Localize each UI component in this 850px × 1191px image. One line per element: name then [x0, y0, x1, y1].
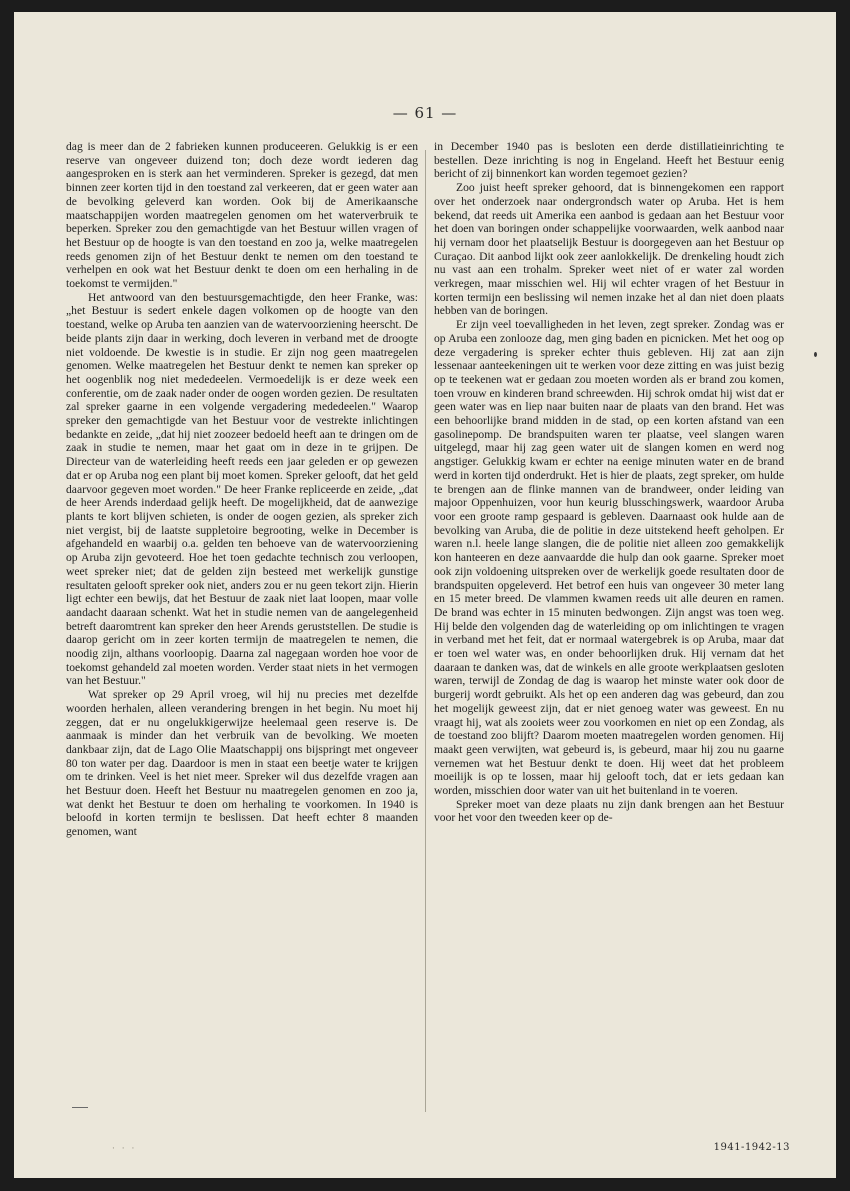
- left-paragraph-3: Wat spreker op 29 April vroeg, wil hij nu precies met dezelfde woorden herhalen, alleen verandering brengen in het begin. Nu moet hij zeggen, dat er nu ongelukkigerwijze heelemaal geen reserve is. De aanmaak is minder dan het verbruik van de bevolking. We moeten dankbaar zijn, dat de Lago Olie Maatschappij ons bijspringt met ongeveer 80 ton water per dag. Daardoor is men in staat een beetje water te krijgen om te drinken. Veel is het niet meer. Spreker wil dus dezelfde vragen aan het Bestuur doen. Heeft het Bestuur nu maatregelen genomen en zoo ja, wat denkt het Bestuur te doen om herhaling te voorkomen. In 1940 is beloofd in korten termijn te beslissen. Dat heeft echter 8 maanden genomen, want: [66, 688, 418, 839]
- left-paragraph-1: dag is meer dan de 2 fabrieken kunnen produceeren. Gelukkig is er een reserve van ongeveer duizend ton; doch deze wordt iederen dag aangesproken en is sterk aan het verminderen. Spreker is gezegd, dat men binnen zeer korten tijd in den toestand zal verkeeren, dat er geen water aan de bevolking geleverd kan worden. Ook bij de Amerikaansche maatschappijen worden maatregelen genomen om het waterverbruik te beperken. Spreker zou den gemachtigde van het Bestuur willen vragen of het Bestuur op de hoogte is van den toestand en zoo ja, welke maatregelen reeds genomen zijn of het Bestuur denkt te nemen om den toestand te verhelpen en ook wat het Bestuur denkt te doen om een herhaling in de toekomst te vermijden.": [66, 140, 418, 291]
- left-column: [66, 140, 418, 839]
- right-column: [434, 140, 784, 825]
- right-paragraph-1: in December 1940 pas is besloten een derde distillatieinrichting te bestellen. Deze inrichting is nog in Engeland. Heeft het Bestuur eenig bericht of zij binnenkort kan worden tegemoet gezien?: [434, 140, 784, 181]
- right-paragraph-2: Zoo juist heeft spreker gehoord, dat is binnengekomen een rapport over het onderzoek naar ondergrondsch water op Aruba. Het is hem bekend, dat reeds uit Amerika een aanbod is gedaan aan het Bestuur voor het doen van boringen onder schappelijke voorwaarden, welk aanbod naar hij vernam door het plaatselijk Bestuur is doorgegeven aan het Bestuur op Curaçao. Dit aanbod lijkt ook zeer aanlokkelijk. De drenkeling houdt zich nu vast aan een trohalm. Spreker weet niet of er water zal worden verkregen, maar misschien wel. Hij wil echter vragen of het Bestuur in korten termijn een beslissing wil nemen inzake het al dan niet doen plaats hebben van de boringen.: [434, 181, 784, 318]
- right-paragraph-4: Spreker moet van deze plaats nu zijn dank brengen aan het Bestuur voor het voor den tweeden keer op de-: [434, 797, 784, 825]
- page-number: — 61 —: [392, 104, 458, 122]
- document-page: [14, 12, 836, 1178]
- footnote-rule: [72, 1107, 88, 1108]
- scan-dots: · · ·: [112, 1144, 137, 1154]
- left-paragraph-2: Het antwoord van den bestuursgemachtigde, den heer Franke, was: „het Bestuur is sedert enkele dagen volkomen op de hoogte van den toestand, welke op Aruba ten aanzien van de watervoorziening heerscht. De beide plants zijn daar in werking, doch leveren in verband met de droogte niet voldoende. De kwestie is in studie. Er zijn nog geen maatregelen genomen. Welke maatregelen het Bestuur denkt te nemen kan spreker op het oogenblik nog niet mededeelen. Vermoedelijk is er deze week een conferentie, om de zaak nader onder de oogen worden gezien. De resultaten zal spreker gaarne in een volgende vergadering mededeelen." Waarop spreker den gemachtigde van het Bestuur voor de vestrekte inlichtingen bedankte en zeide, „dat hij niet zoozeer bedoeld heeft aan te dringen om de zaak in studie te nemen, maar het gaat om in deze in te grijpen. De Directeur van de waterleiding heeft reeds een jaar geleden er op gewezen dat er op Aruba nog een plant bij moet komen. Spreker gelooft, dat het geld daarvoor gegeven moet worden." De heer Franke repliceerde en zeide, „dat de heer Arends inderdaad gelijk heeft. De mogelijkheid, dat de aanwezige plants te kort blijven schieten, is onder de oogen gezien, als spreker zich niet vergist, bij de laatste suppletoire begrooting, welke in December is afgehandeld en waarbij o.a. gelden ten behoeve van de watervoorziening op Aruba zijn gevoteerd. Hoe het toen gedachte technisch zou verloopen, weet spreker niet; dat de gelden zijn besteed met werkelijk gunstige resultaten gelooft spreker ook niet, anders zou er nu geen tekort zijn. Hierin ligt echter een bewijs, dat het Bestuur de zaak niet laat loopen, maar volle aandacht daaraan schenkt. Wat het in studie nemen van de aangelegenheid betreft daaromtrent kan spreker den heer Arends geruststellen. De studie is daarop gericht om in zeer korten termijn de maatregelen te nemen, die noodig zijn, althans voorloopig. Daarna zal nagegaan worden hoe voor de toekomst gehandeld zal moeten worden. Verder staat niets in het vermogen van het Bestuur.": [66, 290, 418, 688]
- ink-speck: [814, 352, 817, 357]
- footer-reference: 1941-1942-13: [713, 1142, 790, 1153]
- column-divider: [425, 150, 426, 1112]
- right-paragraph-3: Er zijn veel toevalligheden in het leven, zegt spreker. Zondag was er op Aruba een zonlooze dag, men ging baden en picnicken. Met het oog op deze vergadering is spreker echter thuis gebleven. Hij zat aan zijn lessenaar aanteekeningen uit te werken voor deze zitting en was juist bezig op te teekenen wat er gedaan zou moeten worden als er brand zou komen, toen vrouw en kinderen brand schreewden. Hij schrok omdat hij wist dat er geen water was en liep naar buiten naar de plaats van den brand. Het was een behoorlijke brand midden in de stad, op een korten afstand van een gasolinepomp. De brandspuiten waren ter plaatse, veel slangen waren uitgelegd, maar hij zag geen water uit de slangen komen en werd nog angstiger. Gelukkig kwam er echter na eenige minuten water en de brand werd in korten tijd onderdrukt. Het is hier de plaats, zegt spreker, om hulde te brengen aan de flinke mannen van de brandweer, onder leiding van majoor Oppenhuizen, voor hun keurig blusschingswerk, waardoor Aruba voor een groote ramp gespaard is gebleven. Daarnaast ook hulde aan de bevolking van Aruba, die de politie in deze uitstekend heeft geholpen. Er waren n.l. heele lange slangen, die de politie niet alleen zoo gemakkelijk kon hanteeren en deze aanvaardde die hulp dan ook gaarne. Spreker moet ook zijn voldoening uitspreken over de werkelijk goede resultaten door de brandspuiten opgeleverd. Het betrof een huis van ongeveer 30 meter lang en 15 meter breed. De vlammen kwamen reeds uit alle deuren en ramen. De brand was echter in 15 minuten bedwongen. Zijn angst was toen weg. Hij belde den volgenden dag de waterleiding op om inlichtingen te vragen in verband met het feit, dat er normaal watergebrek is op Aruba, maar dat er toen wel water was, en onder behoorlijken druk. Hij vernam dat het daaraan te danken was, dat de winkels en alle groote werkplaatsen gesloten waren, terwijl de Zondag de dag is waarop het minste water ook door de burgerij wordt gebruikt. Als het op een anderen dag was gebeurd, dan zou het mogelijk geweest zijn, dat er niet genoeg water was geweest. En nu vraagt hij, wat als zooiets weer zou voorkomen en niet op een Zondag, als de toestand zoo blijft? Daarom moeten maatregelen worden genomen. Hij maakt geen verwijten, wat gebeurd is, is gebeurd, maar hij zou nu gaarne vernemen wat het Bestuur denkt te doen. Hij weet dat het probleem moeilijk is op te lossen, maar hij gelooft toch, dat er iets gedaan kan worden, misschien door water van uit het buitenland in te voeren.: [434, 318, 784, 798]
